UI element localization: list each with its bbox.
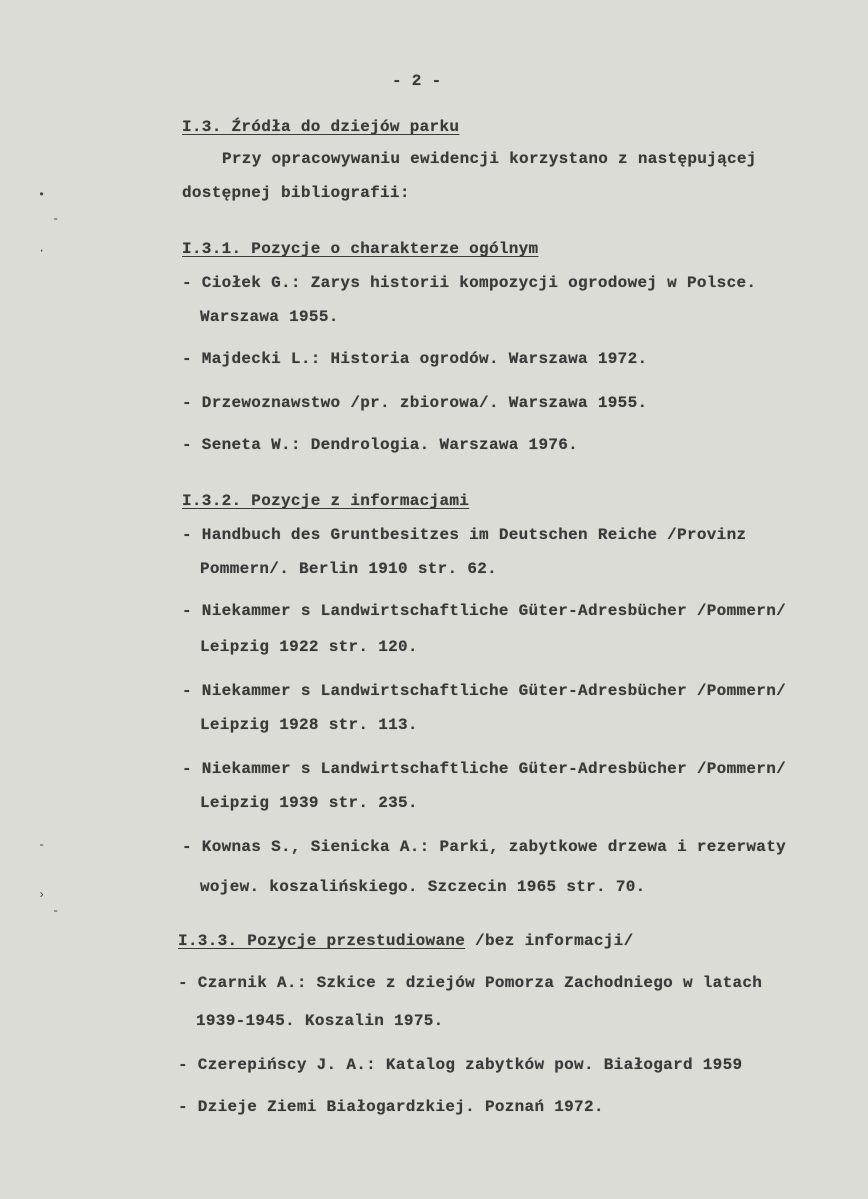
subsection-heading: I.3.3. Pozycje przestudiowane xyxy=(178,932,466,950)
bibliography-line: - Handbuch des Gruntbesitzes im Deutschen Reiche /Provinz xyxy=(182,526,747,544)
subsection-heading-suffix: /bez informacji/ xyxy=(465,932,634,950)
bibliography-line: - Niekammer s Landwirtschaftliche Güter-Adresbücher /Pommern/ xyxy=(182,602,786,620)
bibliography-line: - Dzieje Ziemi Białogardzkiej. Poznań 1972. xyxy=(178,1098,604,1116)
bibliography-line: 1939-1945. Koszalin 1975. xyxy=(196,1012,444,1030)
bibliography-line: Pommern/. Berlin 1910 str. 62. xyxy=(200,560,498,578)
margin-mark: › xyxy=(38,888,46,902)
bibliography-line: Leipzig 1922 str. 120. xyxy=(200,638,418,656)
bibliography-line: Warszawa 1955. xyxy=(200,308,339,326)
bibliography-line: - Seneta W.: Dendrologia. Warszawa 1976. xyxy=(182,436,579,454)
margin-mark: - xyxy=(52,212,60,226)
bibliography-line: - Drzewoznawstwo /pr. zbiorowa/. Warszawa 1955. xyxy=(182,394,648,412)
intro-line: Przy opracowywaniu ewidencji korzystano z następującej xyxy=(222,150,757,168)
bibliography-line: - Czarnik A.: Szkice z dziejów Pomorza Zachodniego w latach xyxy=(178,974,763,992)
subsection-heading: I.3.2. Pozycje z informacjami xyxy=(182,492,470,510)
page-number: - 2 - xyxy=(392,72,442,90)
bibliography-line: - Czerepińscy J. A.: Katalog zabytków pow. Białogard 1959 xyxy=(178,1056,743,1074)
bibliography-line: Leipzig 1928 str. 113. xyxy=(200,716,418,734)
bibliography-line: - Niekammer s Landwirtschaftliche Güter-Adresbücher /Pommern/ xyxy=(182,682,786,700)
intro-line: dostępnej bibliografii: xyxy=(182,184,410,202)
bibliography-line: - Niekammer s Landwirtschaftliche Güter-Adresbücher /Pommern/ xyxy=(182,760,786,778)
subsection-heading-row xyxy=(178,932,633,950)
section-heading: I.3. Źródła do dziejów parku xyxy=(182,118,460,136)
bibliography-line: - Majdecki L.: Historia ogrodów. Warszawa 1972. xyxy=(182,350,648,368)
bibliography-line: - Ciołek G.: Zarys historii kompozycji ogrodowej w Polsce. xyxy=(182,274,757,292)
bibliography-line: Leipzig 1939 str. 235. xyxy=(200,794,418,812)
margin-mark: - xyxy=(52,904,60,918)
margin-mark: • xyxy=(38,188,46,202)
bibliography-line: - Kownas S., Sienicka A.: Parki, zabytkowe drzewa i rezerwaty xyxy=(182,838,786,856)
margin-mark: · xyxy=(38,244,46,258)
subsection-heading: I.3.1. Pozycje o charakterze ogólnym xyxy=(182,240,539,258)
bibliography-line: wojew. koszalińskiego. Szczecin 1965 str. 70. xyxy=(200,878,646,896)
margin-mark: - xyxy=(38,838,46,852)
